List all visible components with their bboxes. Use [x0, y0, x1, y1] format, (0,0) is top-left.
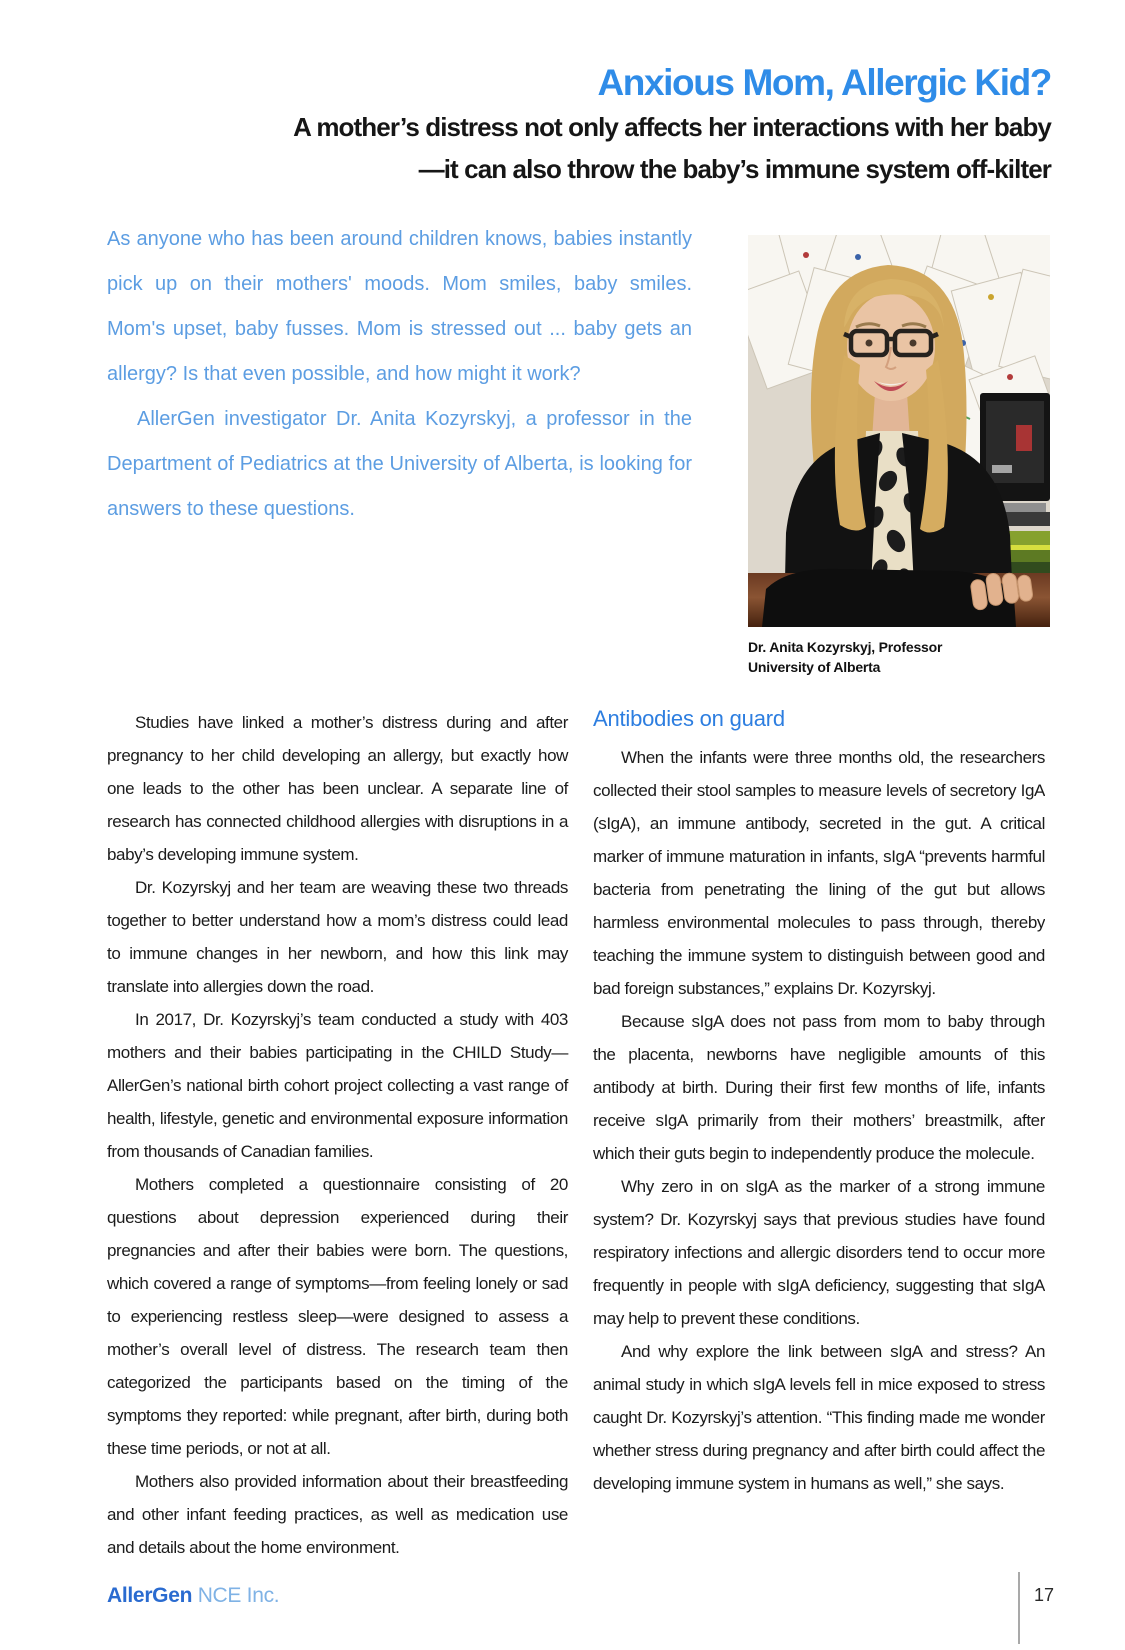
- photo-caption-line-2: University of Alberta: [748, 659, 881, 675]
- body-paragraph: Mothers completed a questionnaire consisting of 20 questions about depression experienced during their pregnancies and after their babies were born. The questions, which covered a range of symptoms—from feeling lonely or sad to experiencing restless sleep—were designed to assess a mother’s overall level of distress. The research team then categorized the participants based on the timing of the symptoms they reported: while pregnant, after birth, during both these time periods, or not at all.: [107, 1175, 568, 1458]
- body-paragraph: In 2017, Dr. Kozyrskyj’s team conducted a study with 403 mothers and their babies participating in the CHILD Study—AllerGen’s national birth cohort project collecting a vast range of health, lifestyle, genetic and environmental exposure information from thousands of Canadian families.: [107, 1010, 568, 1161]
- photo-caption-line-1: Dr. Anita Kozyrskyj, Professor: [748, 639, 943, 655]
- body-paragraph: Dr. Kozyrskyj and her team are weaving these two threads together to better understand how a mom’s distress could lead to immune changes in her newborn, and how this link may translate into allergies down the road.: [107, 878, 568, 996]
- page-number-divider: [1018, 1572, 1020, 1644]
- brand-suffix: NCE Inc.: [197, 1584, 280, 1607]
- subtitle-line-2: —it can also throw the baby’s immune system off-kilter: [418, 154, 1051, 184]
- footer-brand: [107, 1584, 279, 1608]
- body-paragraph: Because sIgA does not pass from mom to baby through the placenta, newborns have negligible amounts of this antibody at birth. During their first few months of life, infants receive sIgA primarily from their mothers’ breastmilk, after which their guts begin to independently produce the molecule.: [593, 1012, 1045, 1163]
- subtitle-line-1: A mother’s distress not only affects her interactions with her baby: [293, 112, 1051, 142]
- page-number: 17: [1034, 1585, 1055, 1605]
- body-paragraph: Why zero in on sIgA as the marker of a strong immune system? Dr. Kozyrskyj says that previous studies have found respiratory infections and allergic disorders tend to occur more frequently in people with sIgA deficiency, suggesting that sIgA may help to prevent these conditions.: [593, 1177, 1045, 1328]
- body-paragraph: Mothers also provided information about their breastfeeding and other infant feeding practices, as well as medication use and details about the home environment.: [107, 1472, 568, 1557]
- body-paragraph: Studies have linked a mother’s distress during and after pregnancy to her child developing an allergy, but exactly how one leads to the other has been unclear. A separate line of research has connected childhood allergies with disruptions in a baby’s developing immune system.: [107, 713, 568, 864]
- intro-paragraph-1: As anyone who has been around children knows, babies instantly pick up on their mothers' moods. Mom smiles, baby smiles. Mom's upset, baby fusses. Mom is stressed out ... baby gets an allergy? Is that even possible, and how might it work?: [107, 228, 692, 385]
- brand-name: AllerGen: [107, 1584, 193, 1607]
- photo-caption: [748, 637, 1050, 677]
- left-column: [107, 706, 568, 1568]
- portrait-illustration: [748, 235, 1050, 627]
- page-title: Anxious Mom, Allergic Kid?: [597, 62, 1051, 103]
- body-paragraph: And why explore the link between sIgA and stress? An animal study in which sIgA levels fell in mice exposed to stress caught Dr. Kozyrskyj’s attention. “This finding made me wonder whether stress during pregnancy and after birth could affect the developing immune system in humans as well,” she says.: [593, 1342, 1045, 1493]
- article-body: [107, 706, 1045, 1568]
- right-column: [593, 706, 1045, 1568]
- intro-deck: [107, 217, 692, 532]
- section-heading: Antibodies on guard: [593, 706, 785, 731]
- body-paragraph: When the infants were three months old, the researchers collected their stool samples to measure levels of secretory IgA (sIgA), an immune antibody, secreted in the gut. A critical marker of immune maturation in infants, sIgA “prevents harmful bacteria from penetrating the lining of the gut but allows harmless environmental molecules to pass through, thereby teaching the immune system to distinguish between good and bad foreign substances,” explains Dr. Kozyrskyj.: [593, 748, 1045, 998]
- portrait-photo: [748, 235, 1050, 627]
- intro-paragraph-2: AllerGen investigator Dr. Anita Kozyrskyj, a professor in the Department of Pediatrics at the University of Alberta, is looking for answers to these questions.: [107, 408, 692, 520]
- masthead: [107, 60, 1051, 190]
